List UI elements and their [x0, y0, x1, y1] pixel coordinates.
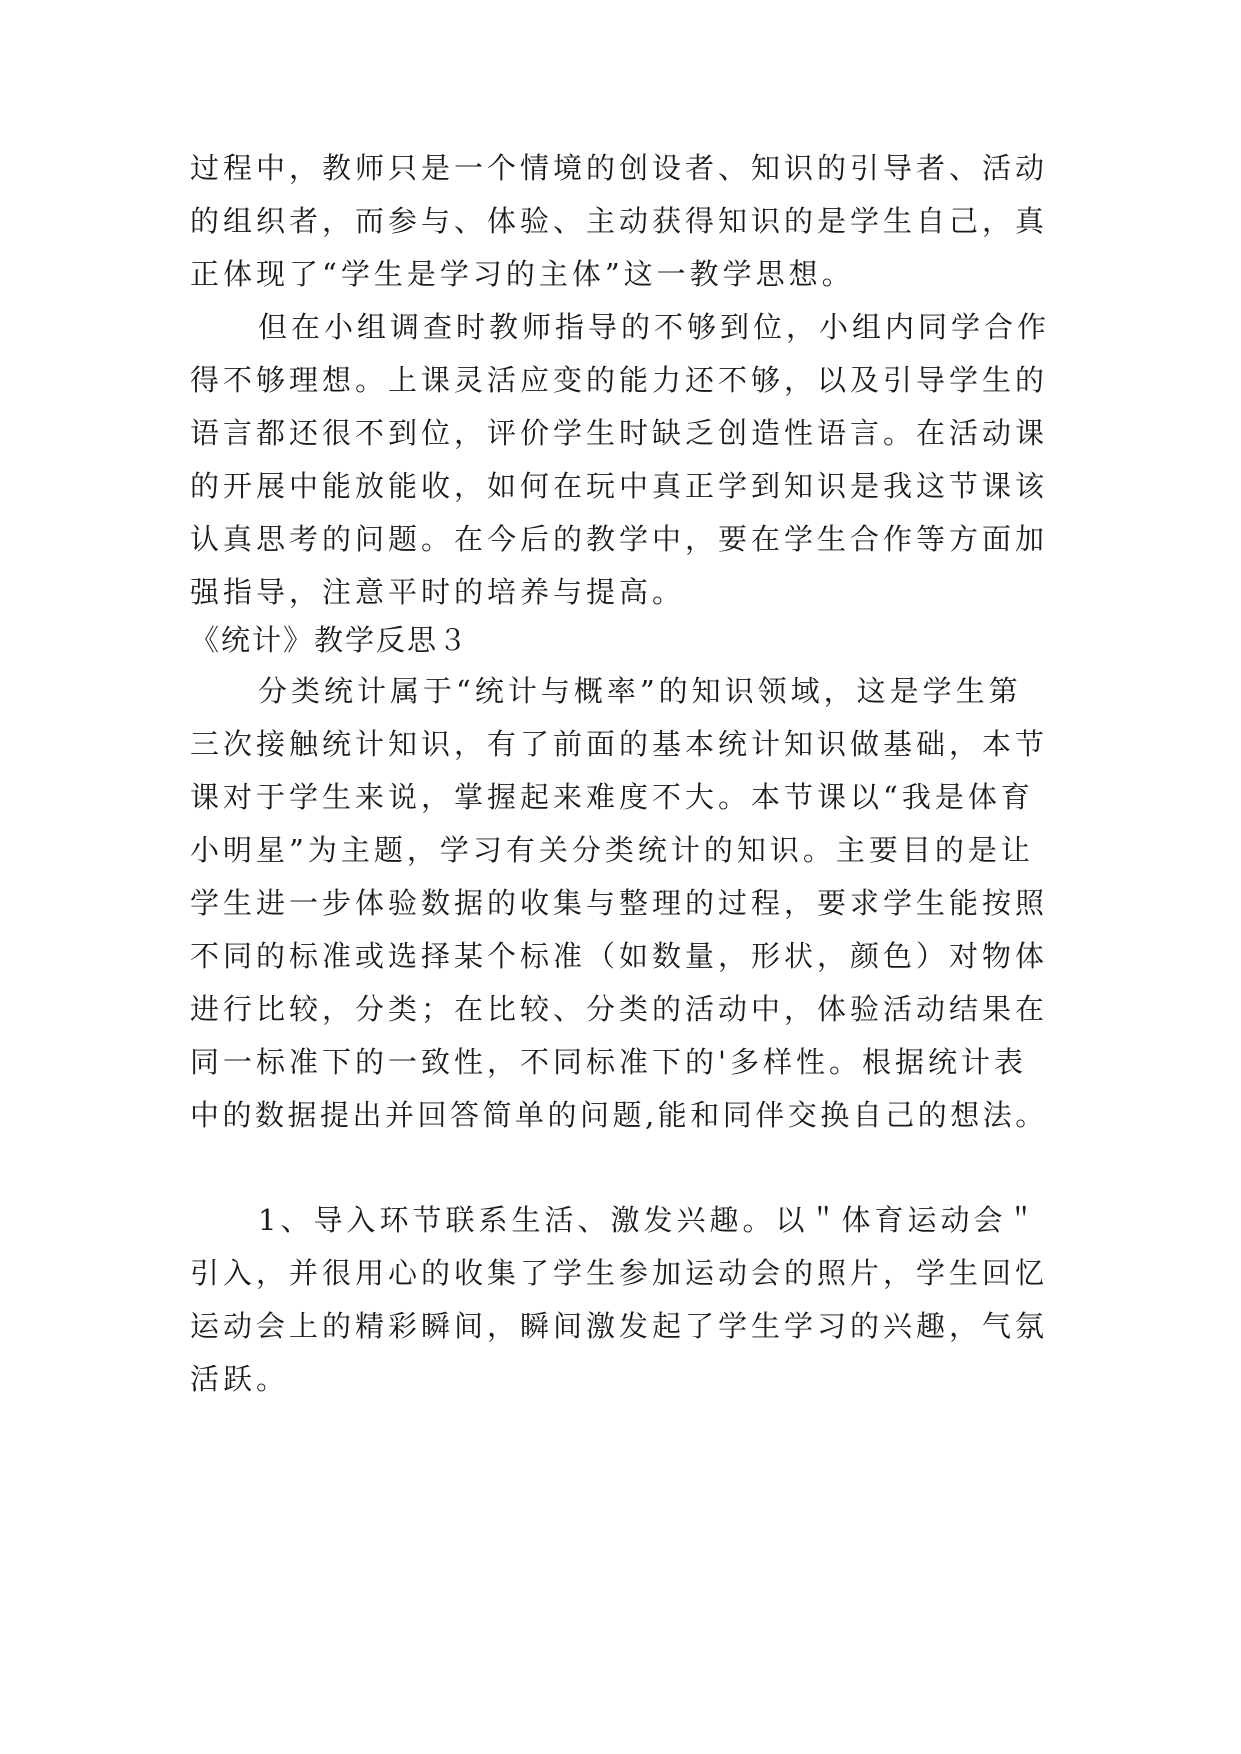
paragraph-line: 同一标准下的一致性，不同标准下的'多样性。根据统计表	[190, 1045, 1027, 1079]
paragraph-line: 学生进一步体验数据的收集与整理的过程，要求学生能按照	[190, 886, 1049, 920]
paragraph-line: 进行比较，分类；在比较、分类的活动中，体验活动结果在	[190, 992, 1049, 1026]
paragraph-line: 课对于学生来说，掌握起来难度不大。本节课以“我是体育	[190, 780, 1034, 814]
paragraph-line: 小明星”为主题，学习有关分类统计的知识。主要目的是让	[190, 833, 1034, 867]
paragraph-line: 不同的标准或选择某个标准（如数量，形状，颜色）对物体	[190, 939, 1049, 973]
paragraph-line: 运动会上的精彩瞬间，瞬间激发起了学生学习的兴趣，气氛	[190, 1309, 1049, 1343]
paragraph-line: 引入，并很用心的收集了学生参加运动会的照片，学生回忆	[190, 1256, 1049, 1290]
paragraph-line: 中的数据提出并回答简单的问题,能和同伴交换自己的想法。	[190, 1098, 1048, 1132]
paragraph-line: 1、导入环节联系生活、激发兴趣。以＂体育运动会＂	[258, 1203, 1040, 1237]
paragraph-line: 语言都还很不到位，评价学生时缺乏创造性语言。在活动课	[190, 416, 1049, 450]
paragraph-line: 但在小组调查时教师指导的不够到位，小组内同学合作	[258, 310, 1051, 344]
paragraph-line: 认真思考的问题。在今后的教学中，要在学生合作等方面加	[190, 522, 1049, 556]
section-heading: 《统计》教学反思３	[190, 623, 470, 657]
paragraph-line: 强指导，注意平时的培养与提高。	[190, 575, 686, 609]
paragraph-line: 分类统计属于“统计与概率”的知识领域，这是学生第	[258, 674, 1022, 708]
paragraph-line: 的组织者，而参与、体验、主动获得知识的是学生自己，真	[190, 204, 1049, 238]
paragraph-line: 得不够理想。上课灵活应变的能力还不够，以及引导学生的	[190, 363, 1049, 397]
paragraph-line: 活跃。	[190, 1362, 290, 1396]
paragraph-line: 三次接触统计知识，有了前面的基本统计知识做基础，本节	[190, 727, 1049, 761]
paragraph-line: 过程中，教师只是一个情境的创设者、知识的引导者、活动	[190, 151, 1049, 185]
paragraph-line: 的开展中能放能收，如何在玩中真正学到知识是我这节课该	[190, 469, 1049, 503]
paragraph-line: 正体现了“学生是学习的主体”这一教学思想。	[190, 257, 855, 291]
